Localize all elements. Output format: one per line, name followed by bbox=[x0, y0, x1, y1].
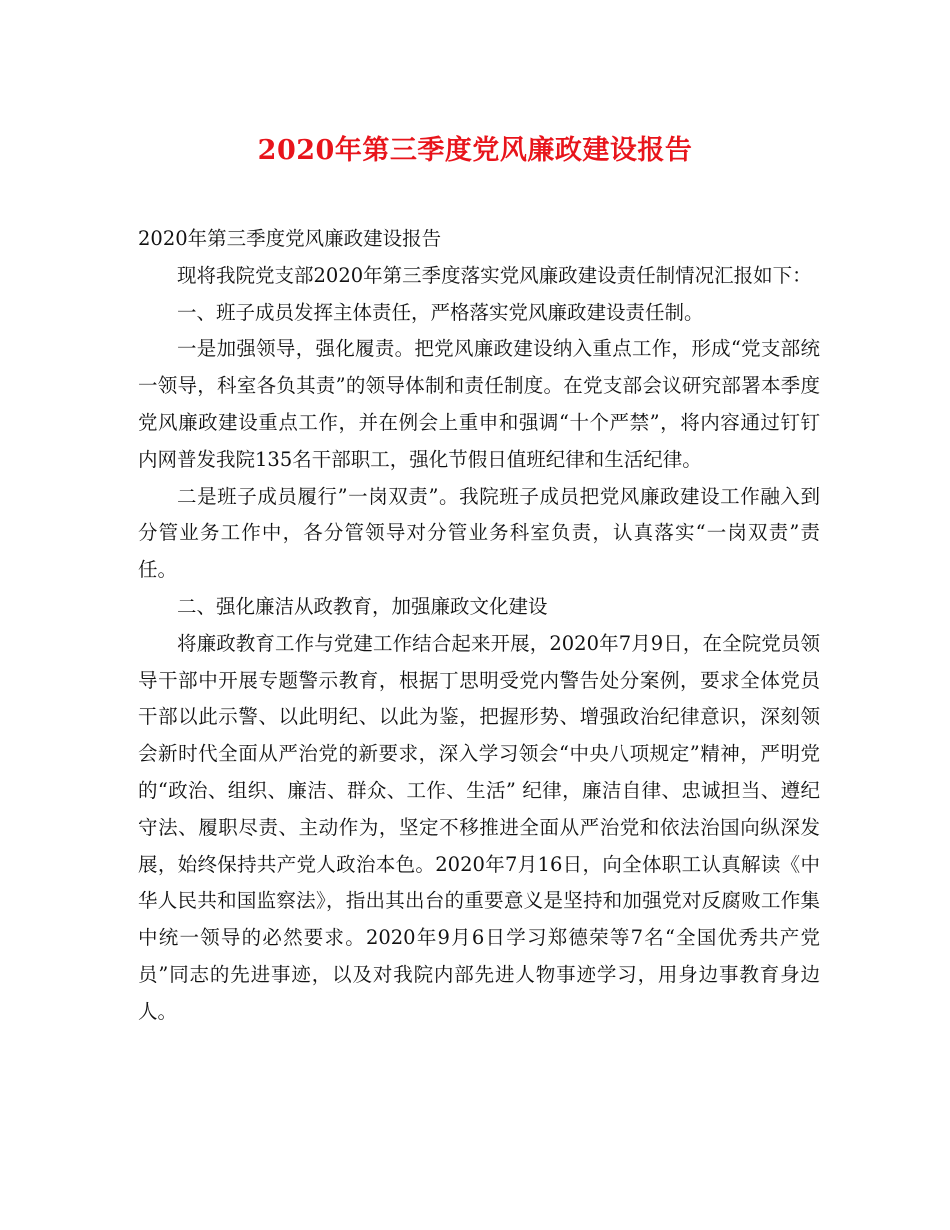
body-paragraph-7: 将廉政教育工作与党建工作结合起来开展，2020年7月9日，在全院党员领导干部中开展专题警示教育，根据丁思明受党内警告处分案例，要求全体党员干部以此示警、以此明纪、以此为鉴，把握形势、增强政治纪律意识，深刻领会新时代全面从严治党的新要求，深入学习领会“中央八项规定”精神，严明党的“政治、组织、廉洁、群众、工作、生活” 纪律，廉洁自律、忠诚担当、遵纪守法、履职尽责、主动作为，坚定不移推进全面从严治党和依法治国向纵深发展，始终保持共产党人政治本色。2020年7月16日，向全体职工认真解读《中华人民共和国监察法》，指出其出台的重要意义是坚持和加强党对反腐败工作集中统一领导的必然要求。2020年9月6日学习郑德荣等7名“全国优秀共产党员”同志的先进事迹，以及对我院内部先进人物事迹学习，用身边事教育身边人。 bbox=[138, 631, 820, 1023]
document-title: 2020年第三季度党风廉政建设报告 bbox=[257, 135, 693, 166]
document-body bbox=[138, 221, 820, 1031]
body-paragraph-1: 2020年第三季度党风廉政建设报告 bbox=[138, 227, 442, 250]
body-paragraph-4: 一是加强领导，强化履责。把党风廉政建设纳入重点工作，形成“党支部统一领导，科室各负其责”的领导体制和责任制度。在党支部会议研究部署本季度党风廉政建设重点工作，并在例会上重申和强调“十个严禁”，将内容通过钉钉内网普发我院135名干部职工，强化节假日值班纪律和生活纪律。 bbox=[138, 337, 820, 471]
body-paragraph-5: 二是班子成员履行”一岗双责”。我院班子成员把党风廉政建设工作融入到分管业务工作中，各分管领导对分管业务科室负责，认真落实“一岗双责”责任。 bbox=[138, 484, 820, 582]
body-paragraph-2: 现将我院党支部2020年第三季度落实党风廉政建设责任制情况汇报如下： bbox=[177, 263, 812, 287]
body-paragraph-6: 二、强化廉洁从政教育，加强廉政文化建设 bbox=[177, 594, 548, 618]
body-paragraph-3: 一、班子成员发挥主体责任，严格落实党风廉政建设责任制。 bbox=[177, 300, 704, 324]
